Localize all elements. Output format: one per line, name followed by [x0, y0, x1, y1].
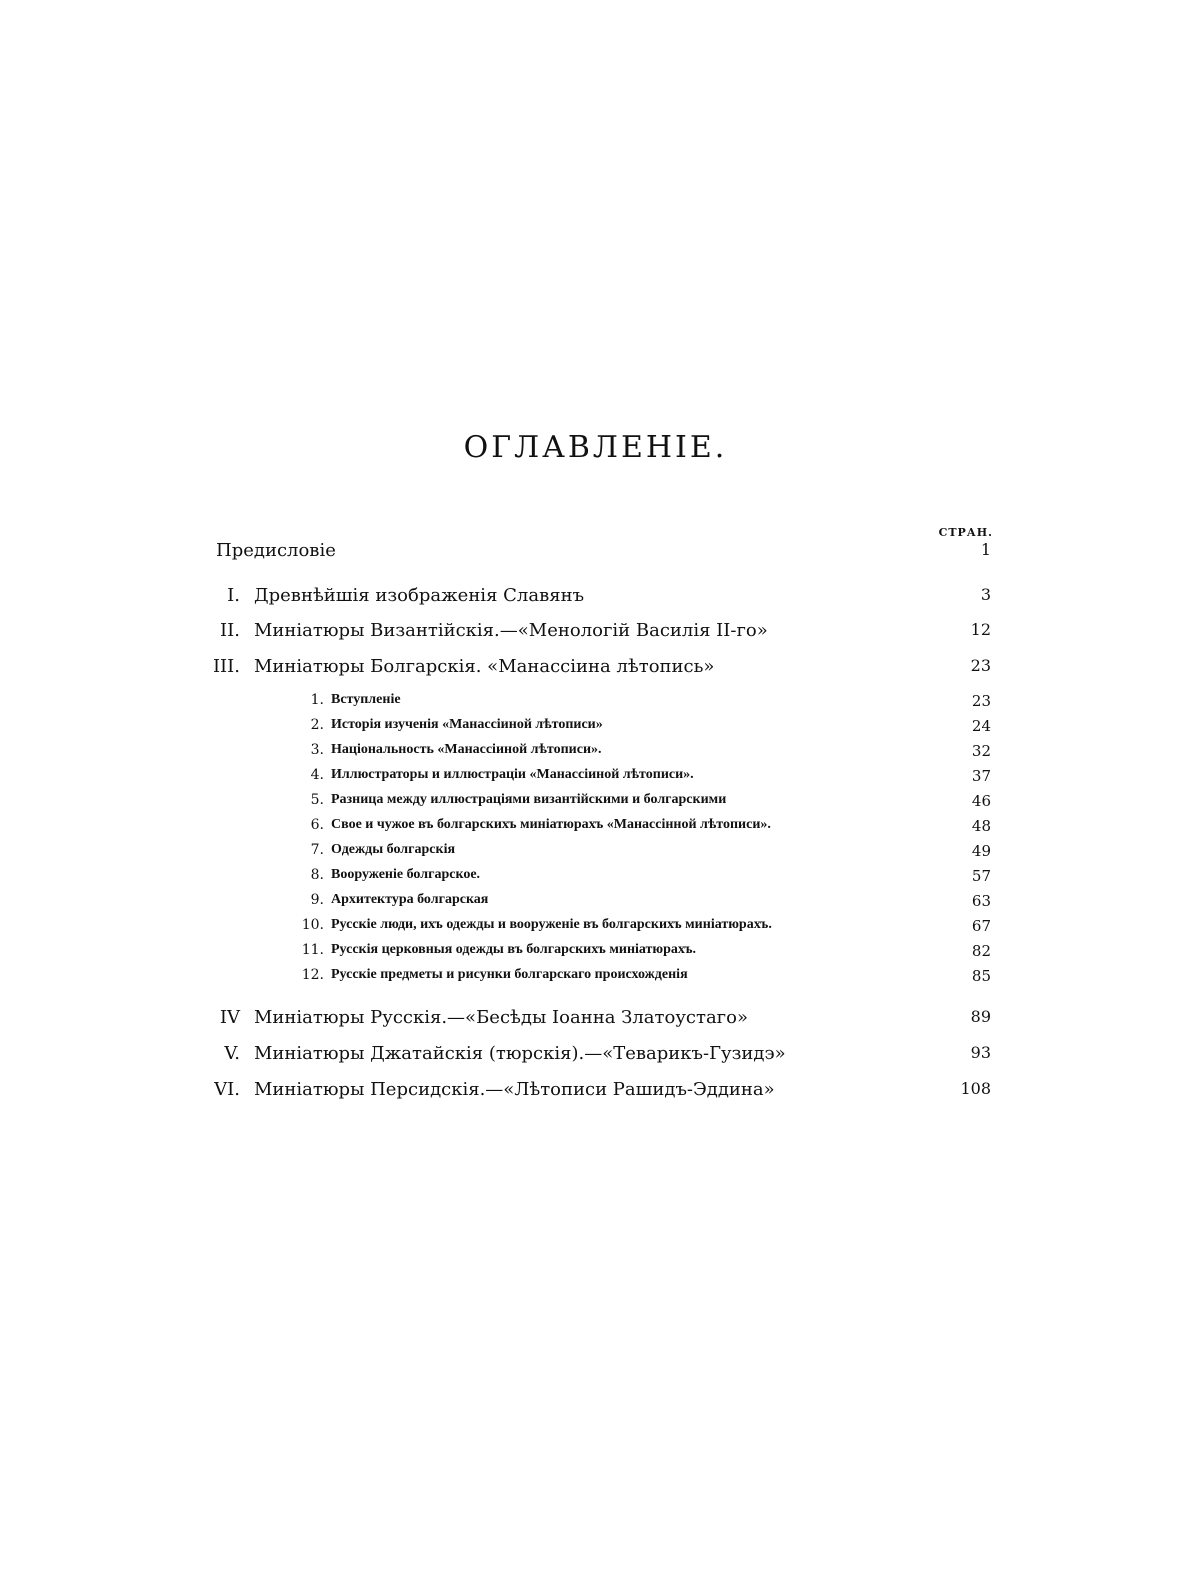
toc-subentry-number: 11. [301, 942, 324, 958]
toc-subentry-text: Свое и чужое въ болгарскихъ миніатюрахъ «Манассінной лѣтописи». [331, 817, 771, 832]
toc-subentry-page: 46 [971, 792, 991, 810]
toc-subentry-page: 82 [971, 942, 991, 960]
toc-subentry-text: Вступленіе [331, 692, 401, 707]
toc-subentry-text: Русскіе люди, ихъ одежды и вооруженіе въ болгарскихъ миніатюрахъ. [331, 917, 772, 932]
toc-subentry-page: 63 [971, 892, 991, 910]
toc-subentry-number: 4. [310, 767, 324, 783]
toc-entry-preface [0, 540, 1191, 570]
toc-subentry-text: Русскія церковныя одежды въ болгарскихъ миніатюрахъ. [331, 942, 697, 957]
toc-subentry-page: 85 [971, 967, 991, 985]
toc-entry-6 [0, 1079, 1191, 1109]
toc-subentry-text: Національность «Манассіиной лѣтописи». [331, 742, 602, 757]
toc-subentry-page: 48 [971, 817, 991, 835]
toc-subentry-page: 23 [971, 692, 991, 710]
toc-subentry-text: Русскіе предметы и рисунки болгарскаго происхожденія [331, 967, 688, 982]
toc-subentry-text: Одежды болгарскія [331, 842, 456, 857]
toc-subentry-number: 3. [310, 742, 324, 758]
toc-subentry-page: 32 [971, 742, 991, 760]
toc-subentry-page: 37 [971, 767, 991, 785]
toc-subentry-number: 1. [310, 692, 324, 708]
toc-entry-text: Миніатюры Джатайскія (тюрскія).—«Теварикъ-Гузидэ» [254, 1043, 786, 1064]
toc-subentry-number: 2. [310, 717, 324, 733]
toc-subentry-page: 67 [971, 917, 991, 935]
toc-entry-text: Миніатюры Русскія.—«Бесѣды Іоанна Златоустаго» [254, 1007, 748, 1028]
toc-entry-number: IV [219, 1007, 240, 1028]
toc-subentry-text: Исторія изученія «Манассіиной лѣтописи» [331, 717, 603, 732]
toc-entry-4 [0, 1007, 1191, 1037]
toc-subentry-number: 8. [310, 867, 324, 883]
toc-entry-text: Древнѣйшія изображенія Славянъ [254, 585, 585, 606]
toc-entry-2 [0, 620, 1191, 650]
toc-entry-number: VI. [214, 1079, 240, 1100]
toc-entry-1 [0, 585, 1191, 615]
toc-entry-page: 12 [970, 620, 991, 639]
toc-entry-number: V. [224, 1043, 240, 1064]
toc-entry-text: Миніатюры Византійскія.—«Менологій Василія II-го» [254, 620, 768, 641]
toc-subentry-number: 5. [310, 792, 324, 808]
toc-entry-page: 1 [980, 540, 991, 559]
toc-subentry-page: 49 [971, 842, 991, 860]
toc-entry-page: 23 [970, 656, 991, 675]
toc-subentry-text: Иллюстраторы и иллюстраціи «Манассіиной лѣтописи». [331, 767, 694, 782]
toc-entry-3 [0, 656, 1191, 686]
toc-entry-text: Миніатюры Болгарскія. «Манассіина лѣтопись» [254, 656, 715, 677]
toc-entry-text: Предисловіе [216, 540, 336, 561]
toc-subentry-number: 6. [310, 817, 324, 833]
toc-entry-5 [0, 1043, 1191, 1073]
toc-subentry-text: Разница между иллюстраціями византійскими и болгарскими [331, 792, 727, 807]
toc-entry-text: Миніатюры Персидскія.—«Лѣтописи Рашидъ-Эддина» [254, 1079, 775, 1100]
toc-entry-page: 3 [980, 585, 991, 604]
toc-subentry-number: 9. [310, 892, 324, 908]
toc-entry-number: I. [227, 585, 240, 606]
toc-entry-page: 108 [960, 1079, 991, 1098]
toc-subentry-number: 12. [301, 967, 324, 983]
toc-entry-page: 89 [970, 1007, 991, 1026]
toc-subentry-number: 7. [310, 842, 324, 858]
page-title: ОГЛАВЛЕНІЕ. [463, 430, 728, 465]
toc-entry-number: II. [220, 620, 240, 641]
toc-entry-number: III. [212, 656, 240, 677]
toc-subentry-text: Вооруженіе болгарское. [331, 867, 481, 882]
toc-subentry-text: Архитектура болгарская [331, 892, 489, 907]
toc-subentry-number: 10. [301, 917, 324, 933]
toc-subentry-page: 57 [971, 867, 991, 885]
toc-entry-page: 93 [970, 1043, 991, 1062]
toc-subentry [0, 967, 1191, 997]
toc-subentry-page: 24 [971, 717, 991, 735]
page-column-header: СТРАН. [938, 526, 993, 539]
